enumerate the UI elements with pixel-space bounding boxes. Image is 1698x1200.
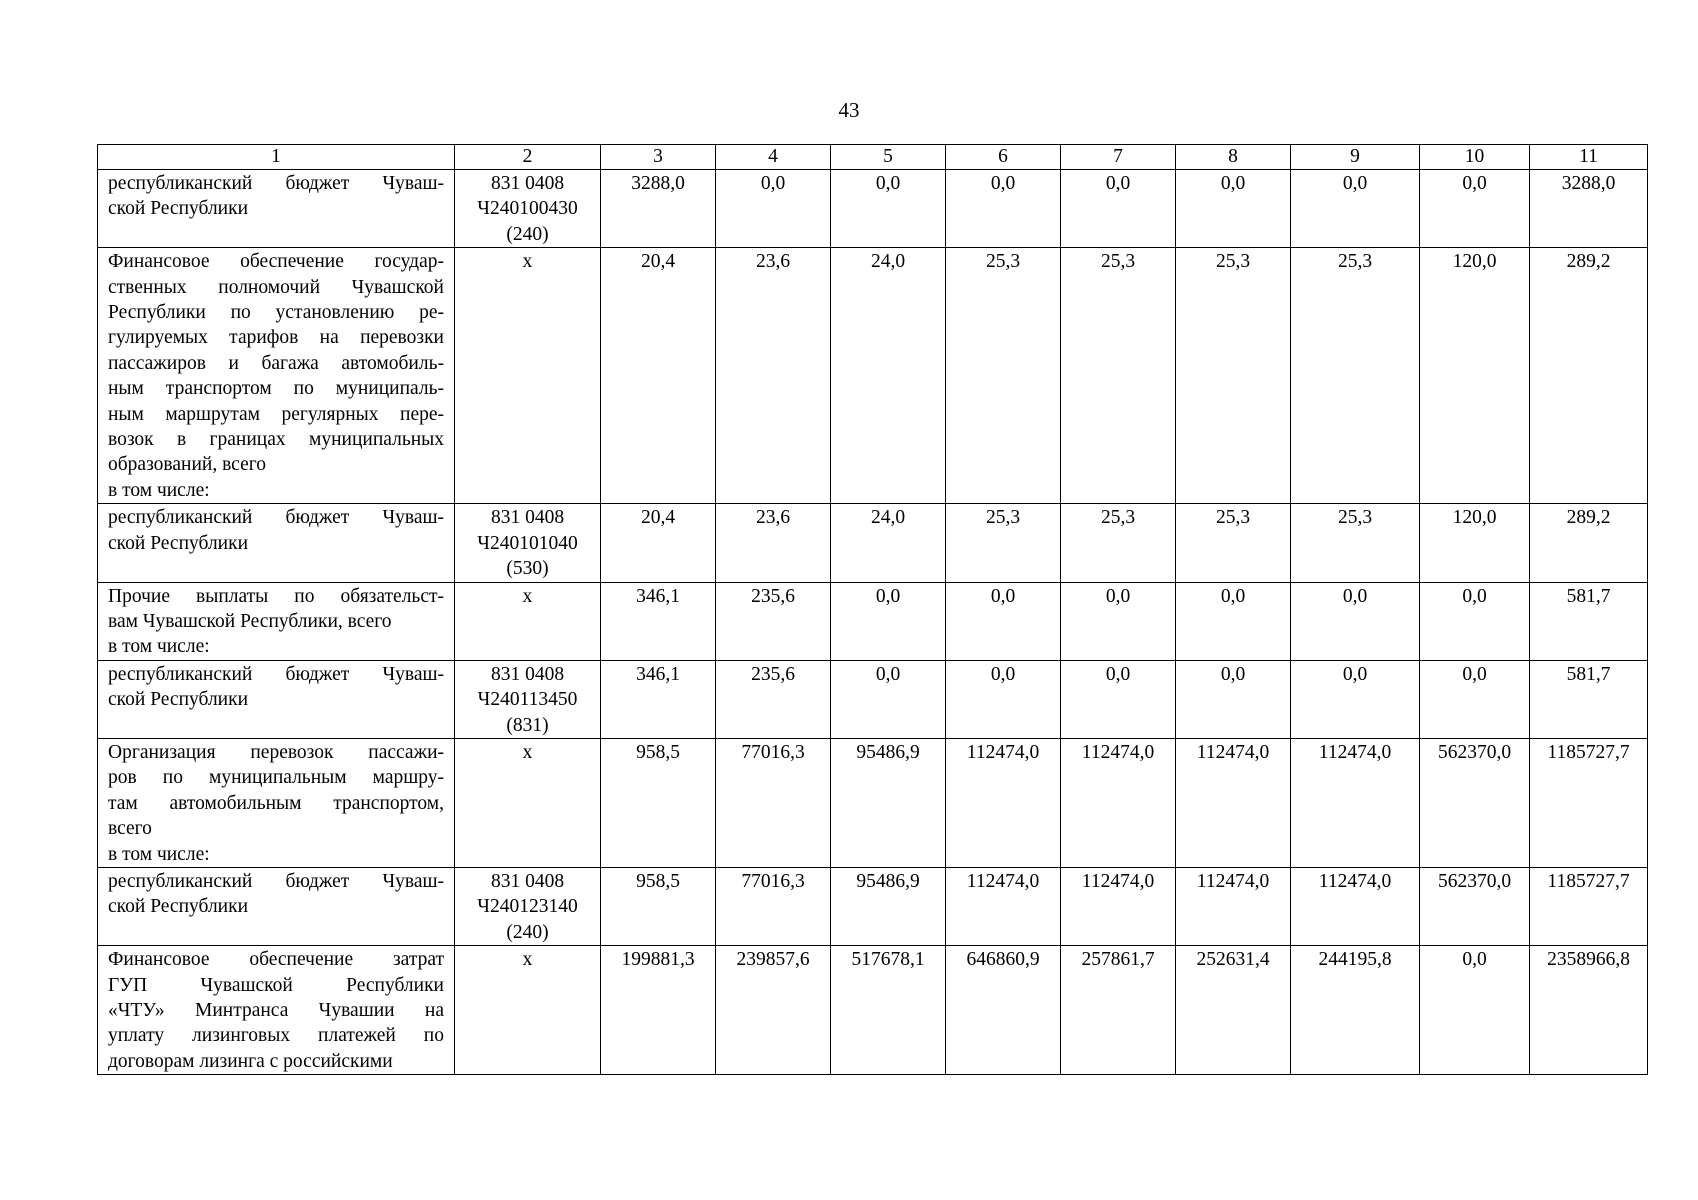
value-col-3: 958,5 — [601, 738, 716, 867]
value-col-5: 0,0 — [831, 660, 946, 738]
table-row — [98, 248, 1648, 504]
value-col-4: 23,6 — [716, 248, 831, 504]
row-name — [98, 504, 455, 582]
value-col-8: 0,0 — [1176, 660, 1291, 738]
column-header-4: 4 — [716, 145, 831, 170]
column-header-2: 2 — [455, 145, 601, 170]
value-col-4: 235,6 — [716, 582, 831, 660]
value-col-9: 0,0 — [1291, 170, 1420, 248]
table-row — [98, 504, 1648, 582]
value-col-9: 112474,0 — [1291, 867, 1420, 945]
value-col-6: 112474,0 — [946, 738, 1061, 867]
column-header-6: 6 — [946, 145, 1061, 170]
row-name-line: пассажиров и багажа автомобиль- — [108, 352, 444, 374]
table-row — [98, 946, 1648, 1075]
row-name — [98, 738, 455, 867]
value-col-5: 95486,9 — [831, 738, 946, 867]
row-name — [98, 582, 455, 660]
value-col-7: 0,0 — [1061, 582, 1176, 660]
row-name-line: возок в границах муниципальных — [108, 429, 444, 451]
value-col-10: 562370,0 — [1420, 738, 1530, 867]
row-name-line: ской Республики — [108, 689, 249, 711]
row-name — [98, 946, 455, 1075]
row-name-line: Организация перевозок пассажи- — [108, 741, 444, 763]
row-name-line: республиканский бюджет Чуваш- — [108, 870, 444, 892]
value-col-5: 24,0 — [831, 504, 946, 582]
value-col-4: 77016,3 — [716, 738, 831, 867]
row-name-line: Прочие выплаты по обязательст- — [108, 585, 444, 607]
header-row — [98, 145, 1648, 170]
value-col-4: 0,0 — [716, 170, 831, 248]
budget-code: x — [455, 738, 601, 867]
row-name-line: там автомобильным транспортом, — [108, 792, 444, 814]
row-name — [98, 248, 455, 504]
value-col-4: 235,6 — [716, 660, 831, 738]
value-col-6: 0,0 — [946, 170, 1061, 248]
column-header-8: 8 — [1176, 145, 1291, 170]
row-name-line: Финансовое обеспечение государ- — [108, 251, 444, 273]
value-col-5: 24,0 — [831, 248, 946, 504]
value-col-6: 25,3 — [946, 248, 1061, 504]
row-name-line: ственных полномочий Чувашской — [108, 276, 444, 298]
budget-code: 831 0408 Ч240123140 (240) — [455, 867, 601, 945]
value-col-8: 112474,0 — [1176, 867, 1291, 945]
value-col-10: 120,0 — [1420, 248, 1530, 504]
budget-table — [97, 144, 1648, 1075]
value-col-3: 958,5 — [601, 867, 716, 945]
value-col-3: 346,1 — [601, 660, 716, 738]
value-col-10: 0,0 — [1420, 582, 1530, 660]
value-col-11: 581,7 — [1530, 660, 1648, 738]
value-col-11: 581,7 — [1530, 582, 1648, 660]
value-col-4: 77016,3 — [716, 867, 831, 945]
value-col-7: 112474,0 — [1061, 738, 1176, 867]
value-col-3: 20,4 — [601, 248, 716, 504]
value-col-8: 0,0 — [1176, 170, 1291, 248]
value-col-10: 0,0 — [1420, 946, 1530, 1075]
budget-code: 831 0408 Ч240100430 (240) — [455, 170, 601, 248]
row-name-line: ров по муниципальным маршру- — [108, 767, 444, 789]
value-col-6: 112474,0 — [946, 867, 1061, 945]
value-col-4: 23,6 — [716, 504, 831, 582]
row-name-line: «ЧТУ» Минтранса Чувашии на — [108, 1000, 444, 1021]
value-col-9: 112474,0 — [1291, 738, 1420, 867]
value-col-8: 25,3 — [1176, 248, 1291, 504]
value-col-10: 120,0 — [1420, 504, 1530, 582]
value-col-3: 346,1 — [601, 582, 716, 660]
value-col-11: 2358966,8 — [1530, 946, 1648, 1075]
row-name-line: ской Республики — [108, 896, 249, 918]
value-col-10: 0,0 — [1420, 170, 1530, 248]
row-name-line: Республики по установлению ре- — [108, 302, 444, 324]
row-name-line: ным маршрутам регулярных пере- — [108, 403, 444, 425]
value-col-8: 0,0 — [1176, 582, 1291, 660]
value-col-4: 239857,6 — [716, 946, 831, 1075]
page-number: 43 — [838, 98, 860, 122]
row-name — [98, 867, 455, 945]
column-header-7: 7 — [1061, 145, 1176, 170]
value-col-9: 244195,8 — [1291, 946, 1420, 1075]
row-name-line: Финансовое обеспечение затрат — [108, 949, 444, 971]
value-col-11: 3288,0 — [1530, 170, 1648, 248]
row-name-line: в том числе: — [108, 843, 210, 865]
value-col-7: 257861,7 — [1061, 946, 1176, 1075]
row-name-line: ской Республики — [108, 532, 249, 554]
row-name — [98, 660, 455, 738]
budget-code: 831 0408 Ч240101040 (530) — [455, 504, 601, 582]
value-col-9: 0,0 — [1291, 582, 1420, 660]
value-col-3: 20,4 — [601, 504, 716, 582]
budget-code: x — [455, 946, 601, 1075]
column-header-9: 9 — [1291, 145, 1420, 170]
table-row — [98, 738, 1648, 867]
column-header-1: 1 — [98, 145, 455, 170]
table-row — [98, 660, 1648, 738]
row-name-line: республиканский бюджет Чуваш- — [108, 663, 444, 685]
row-name-line: республиканский бюджет Чуваш- — [108, 507, 444, 529]
value-col-5: 95486,9 — [831, 867, 946, 945]
value-col-6: 646860,9 — [946, 946, 1061, 1075]
row-name-line: всего — [108, 818, 152, 840]
row-name-line: уплату лизинговых платежей по — [108, 1025, 444, 1047]
table-row — [98, 582, 1648, 660]
row-name-line: в том числе: — [108, 479, 210, 501]
value-col-8: 25,3 — [1176, 504, 1291, 582]
value-col-8: 252631,4 — [1176, 946, 1291, 1075]
value-col-3: 3288,0 — [601, 170, 716, 248]
value-col-9: 0,0 — [1291, 660, 1420, 738]
value-col-5: 0,0 — [831, 582, 946, 660]
value-col-7: 25,3 — [1061, 248, 1176, 504]
value-col-7: 112474,0 — [1061, 867, 1176, 945]
value-col-11: 289,2 — [1530, 248, 1648, 504]
value-col-9: 25,3 — [1291, 248, 1420, 504]
table-row — [98, 170, 1648, 248]
value-col-7: 25,3 — [1061, 504, 1176, 582]
value-col-10: 562370,0 — [1420, 867, 1530, 945]
column-header-10: 10 — [1420, 145, 1530, 170]
row-name-line: образований, всего — [108, 454, 266, 476]
value-col-11: 1185727,7 — [1530, 867, 1648, 945]
value-col-6: 25,3 — [946, 504, 1061, 582]
value-col-6: 0,0 — [946, 582, 1061, 660]
budget-code: x — [455, 248, 601, 504]
row-name-line: ГУП Чувашской Республики — [108, 974, 444, 996]
row-name-line: ской Республики — [108, 198, 249, 220]
value-col-7: 0,0 — [1061, 170, 1176, 248]
budget-code: 831 0408 Ч240113450 (831) — [455, 660, 601, 738]
value-col-11: 289,2 — [1530, 504, 1648, 582]
row-name — [98, 170, 455, 248]
row-name-line: в том числе: — [108, 636, 210, 658]
table-row — [98, 867, 1648, 945]
budget-code: x — [455, 582, 601, 660]
value-col-6: 0,0 — [946, 660, 1061, 738]
value-col-9: 25,3 — [1291, 504, 1420, 582]
row-name-line: республиканский бюджет Чуваш- — [108, 173, 444, 194]
column-header-11: 11 — [1530, 145, 1648, 170]
value-col-3: 199881,3 — [601, 946, 716, 1075]
value-col-10: 0,0 — [1420, 660, 1530, 738]
value-col-5: 517678,1 — [831, 946, 946, 1075]
value-col-5: 0,0 — [831, 170, 946, 248]
row-name-line: гулируемых тарифов на перевозки — [108, 327, 444, 349]
value-col-11: 1185727,7 — [1530, 738, 1648, 867]
value-col-8: 112474,0 — [1176, 738, 1291, 867]
column-header-5: 5 — [831, 145, 946, 170]
value-col-7: 0,0 — [1061, 660, 1176, 738]
row-name-line: ным транспортом по муниципаль- — [108, 378, 444, 400]
row-name-line: вам Чувашской Республики, всего — [108, 610, 392, 632]
row-name-line: договорам лизинга с российскими — [108, 1050, 393, 1072]
column-header-3: 3 — [601, 145, 716, 170]
